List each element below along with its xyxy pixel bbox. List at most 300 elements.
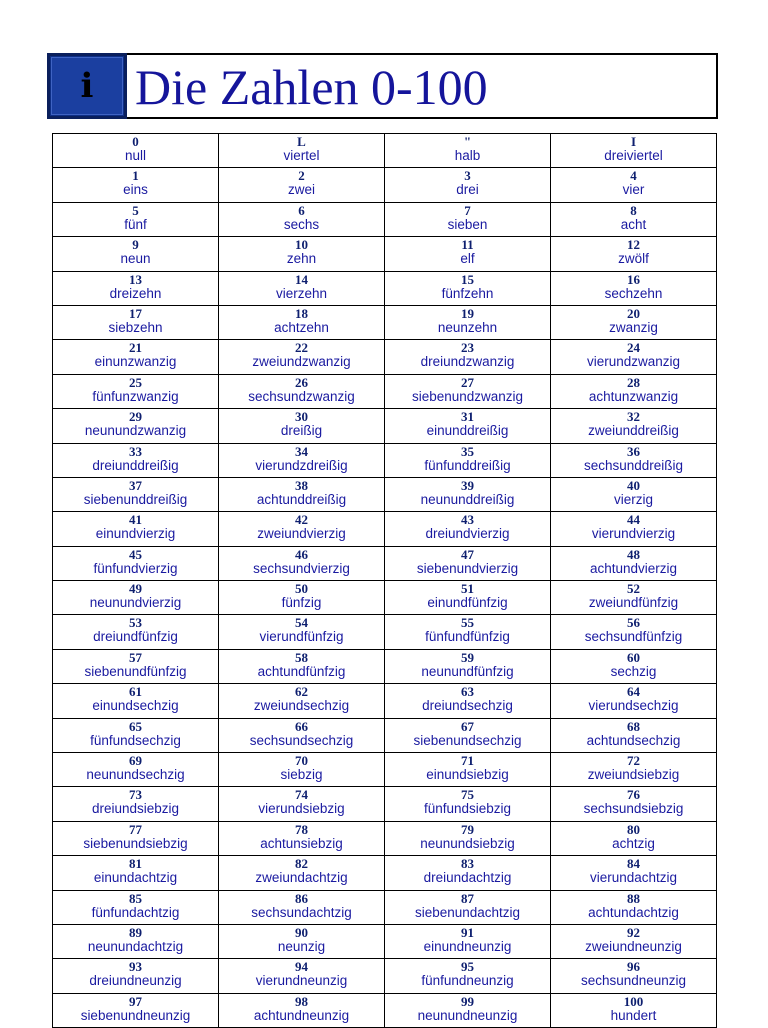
number-cell: [551, 374, 717, 408]
number-cell: [219, 787, 385, 821]
number-digits: 9: [132, 237, 139, 253]
number-cell: [551, 134, 717, 168]
table-row: [53, 340, 717, 374]
table-row: [53, 684, 717, 718]
number-word: vierzig: [613, 491, 653, 507]
number-cell: [219, 237, 385, 271]
number-digits: 27: [461, 374, 474, 390]
table-row: [53, 649, 717, 683]
number-digits: 20: [627, 305, 640, 321]
table-row: [53, 959, 717, 993]
number-word: siebenundachtzig: [414, 904, 521, 920]
number-cell: [53, 512, 219, 546]
number-word: neununddreißig: [420, 491, 515, 507]
number-digits: 28: [627, 374, 640, 390]
number-digits: 16: [627, 271, 640, 287]
number-digits: 73: [129, 787, 142, 803]
number-digits: 78: [295, 821, 308, 837]
number-digits: 23: [461, 340, 474, 356]
number-cell: [219, 753, 385, 787]
numbers-table-body: [53, 134, 717, 1028]
number-word: sechsundsiebzig: [583, 801, 684, 817]
number-word: zwölf: [618, 251, 649, 267]
number-digits: 83: [461, 856, 474, 872]
number-cell: [385, 753, 551, 787]
number-cell: [551, 821, 717, 855]
number-digits: 70: [295, 753, 308, 769]
number-word: dreiundfünfzig: [93, 629, 178, 645]
table-row: [53, 753, 717, 787]
number-cell: [219, 718, 385, 752]
number-digits: 33: [129, 443, 142, 459]
number-word: dreiundsechzig: [422, 698, 513, 714]
number-cell: [385, 890, 551, 924]
number-word: fünfzehn: [441, 285, 494, 301]
number-word: fünfundsiebzig: [423, 801, 512, 817]
number-cell: [219, 649, 385, 683]
number-digits: 64: [627, 684, 640, 700]
number-word: achtunddreißig: [256, 491, 347, 507]
number-cell: [53, 753, 219, 787]
number-cell: [385, 684, 551, 718]
number-digits: 61: [129, 684, 142, 700]
number-digits: 56: [627, 615, 640, 631]
number-cell: [385, 959, 551, 993]
number-word: achtzig: [612, 835, 655, 851]
numbers-table: [52, 133, 717, 1028]
number-digits: 97: [129, 993, 142, 1009]
number-cell: [219, 615, 385, 649]
number-digits: 14: [295, 271, 308, 287]
number-word: hundert: [610, 1007, 657, 1023]
number-word: dreißig: [280, 423, 323, 439]
number-cell: [219, 581, 385, 615]
number-cell: [551, 202, 717, 236]
number-digits: 36: [627, 443, 640, 459]
number-cell: [219, 202, 385, 236]
number-digits: 21: [129, 340, 142, 356]
number-cell: [385, 340, 551, 374]
number-digits: 89: [129, 924, 142, 940]
number-cell: [219, 512, 385, 546]
table-row: [53, 477, 717, 511]
number-cell: [385, 581, 551, 615]
table-row: [53, 993, 717, 1027]
number-cell: [219, 924, 385, 958]
number-cell: [53, 856, 219, 890]
number-digits: 6: [298, 202, 305, 218]
number-digits: 13: [129, 271, 142, 287]
number-digits: 58: [295, 649, 308, 665]
number-cell: [53, 374, 219, 408]
number-word: fünfundfünfzig: [425, 629, 510, 645]
number-word: achtundfünfzig: [257, 663, 346, 679]
number-word: zweiunddreißig: [588, 423, 679, 439]
number-digits: 2: [298, 168, 305, 184]
number-digits: 7: [464, 202, 471, 218]
number-word: viertel: [283, 148, 320, 163]
number-digits: 4: [630, 168, 637, 184]
number-cell: [219, 409, 385, 443]
number-cell: [53, 409, 219, 443]
number-word: sechsundfünfzig: [584, 629, 683, 645]
number-digits: 10: [295, 237, 308, 253]
number-word: zweiundvierzig: [257, 526, 346, 542]
number-word: fünfzig: [281, 595, 322, 611]
number-digits: 82: [295, 856, 308, 872]
number-cell: [53, 581, 219, 615]
number-digits: 15: [461, 271, 474, 287]
table-row: [53, 787, 717, 821]
table-row: [53, 890, 717, 924]
number-digits: 72: [627, 753, 640, 769]
number-cell: [551, 477, 717, 511]
number-digits: 51: [461, 581, 474, 597]
number-cell: [53, 924, 219, 958]
number-digits: 60: [627, 649, 640, 665]
number-cell: [53, 477, 219, 511]
number-word: zweiundfünfzig: [588, 595, 679, 611]
number-word: fünfunddreißig: [424, 457, 511, 473]
number-cell: [53, 787, 219, 821]
number-word: einundneunzig: [423, 938, 512, 954]
number-word: dreiundzwanzig: [420, 354, 515, 370]
number-word: sechsundvierzig: [253, 560, 350, 576]
number-digits: 26: [295, 374, 308, 390]
number-cell: [53, 615, 219, 649]
number-cell: [385, 477, 551, 511]
number-cell: [551, 890, 717, 924]
number-cell: [53, 443, 219, 477]
number-cell: [53, 993, 219, 1027]
number-digits: 93: [129, 959, 142, 975]
number-cell: [551, 959, 717, 993]
number-word: einundsechzig: [92, 698, 179, 714]
table-row: [53, 168, 717, 202]
number-word: fünfundsechzig: [90, 732, 181, 748]
number-word: siebenundneunzig: [80, 1007, 191, 1023]
number-digits: 25: [129, 374, 142, 390]
table-row: [53, 924, 717, 958]
number-digits: 98: [295, 993, 308, 1009]
number-cell: [53, 340, 219, 374]
number-digits: 67: [461, 718, 474, 734]
number-cell: [551, 237, 717, 271]
number-word: sechzig: [610, 663, 657, 679]
number-digits: 86: [295, 890, 308, 906]
number-digits: 68: [627, 718, 640, 734]
number-digits: 43: [461, 512, 474, 528]
table-row: [53, 718, 717, 752]
number-word: sechsundachtzig: [251, 904, 352, 920]
table-row: [53, 856, 717, 890]
number-cell: [551, 409, 717, 443]
number-word: achtundvierzig: [589, 560, 678, 576]
number-word: fünfundneunzig: [421, 973, 514, 989]
number-word: achtundachtzig: [588, 904, 679, 920]
number-cell: [385, 993, 551, 1027]
number-cell: [551, 581, 717, 615]
table-row: [53, 581, 717, 615]
number-word: fünfundachtzig: [91, 904, 180, 920]
number-digits: 40: [627, 477, 640, 493]
number-digits: 55: [461, 615, 474, 631]
number-digits: I: [630, 134, 637, 149]
number-digits: 63: [461, 684, 474, 700]
number-word: siebzehn: [108, 319, 163, 335]
number-cell: [53, 202, 219, 236]
number-digits: 45: [129, 546, 142, 562]
number-digits: 47: [461, 546, 474, 562]
table-row: [53, 443, 717, 477]
number-word: neunundneunzig: [417, 1007, 518, 1023]
number-cell: [551, 168, 717, 202]
number-digits: 5: [132, 202, 139, 218]
info-icon-letter: i: [80, 66, 94, 106]
number-digits: 75: [461, 787, 474, 803]
number-cell: [385, 374, 551, 408]
number-word: vierundvierzig: [591, 526, 676, 542]
number-cell: [385, 443, 551, 477]
number-cell: [219, 546, 385, 580]
number-word: acht: [620, 216, 647, 232]
number-digits: 92: [627, 924, 640, 940]
number-cell: [551, 856, 717, 890]
number-digits: 66: [295, 718, 308, 734]
table-row: [53, 134, 717, 168]
number-cell: [385, 168, 551, 202]
number-word: einundsiebzig: [426, 767, 509, 783]
number-cell: [385, 546, 551, 580]
number-word: sieben: [447, 216, 488, 232]
number-word: achtunsiebzig: [260, 835, 343, 851]
number-word: vier: [622, 182, 645, 198]
number-digits: 79: [461, 821, 474, 837]
table-row: [53, 512, 717, 546]
number-digits: 32: [627, 409, 640, 425]
number-cell: [551, 443, 717, 477]
number-word: vierundsiebzig: [258, 801, 345, 817]
number-word: siebenundvierzig: [416, 560, 519, 576]
number-word: zwei: [287, 182, 315, 198]
table-row: [53, 409, 717, 443]
number-word: vierundneunzig: [255, 973, 348, 989]
number-word: vierundzdreißig: [255, 457, 348, 473]
number-cell: [53, 718, 219, 752]
table-row: [53, 546, 717, 580]
number-cell: [219, 821, 385, 855]
number-word: dreiviertel: [604, 148, 663, 163]
number-digits: L: [297, 134, 306, 149]
number-cell: [551, 546, 717, 580]
number-cell: [53, 649, 219, 683]
number-cell: [551, 271, 717, 305]
number-cell: [219, 168, 385, 202]
number-word: neunzehn: [437, 319, 498, 335]
number-word: sechzehn: [604, 285, 663, 301]
number-cell: [219, 134, 385, 168]
number-cell: [53, 271, 219, 305]
number-digits: 49: [129, 581, 142, 597]
number-cell: [385, 271, 551, 305]
number-word: zweiundachtzig: [255, 870, 348, 886]
number-word: siebenunddreißig: [83, 491, 188, 507]
number-cell: [219, 443, 385, 477]
number-cell: [219, 993, 385, 1027]
number-word: einundachtzig: [93, 870, 178, 886]
number-digits: 53: [129, 615, 142, 631]
number-digits: 59: [461, 649, 474, 665]
number-cell: [551, 305, 717, 339]
number-word: fünf: [124, 216, 147, 232]
page-title: Die Zahlen 0-100: [135, 59, 488, 115]
number-cell: [385, 924, 551, 958]
number-word: halb: [454, 148, 481, 163]
table-row: [53, 374, 717, 408]
number-word: dreiundneunzig: [89, 973, 182, 989]
number-cell: [551, 649, 717, 683]
number-word: siebenundfünfzig: [84, 663, 187, 679]
number-digits: 39: [461, 477, 474, 493]
number-cell: [385, 237, 551, 271]
number-word: neunundzwanzig: [84, 423, 187, 439]
number-digits: 91: [461, 924, 474, 940]
number-digits: 41: [129, 512, 142, 528]
number-digits: 19: [461, 305, 474, 321]
number-digits: 52: [627, 581, 640, 597]
number-word: einunzwanzig: [94, 354, 177, 370]
number-word: sechsundneunzig: [580, 973, 687, 989]
table-row: [53, 821, 717, 855]
number-word: vierundfünfzig: [259, 629, 344, 645]
number-digits: 1: [132, 168, 139, 184]
number-cell: [385, 512, 551, 546]
number-digits: 0: [132, 134, 139, 149]
number-cell: [551, 924, 717, 958]
number-cell: [219, 856, 385, 890]
number-word: vierzehn: [275, 285, 328, 301]
number-digits: 48: [627, 546, 640, 562]
number-digits: 99: [461, 993, 474, 1009]
table-row: [53, 237, 717, 271]
number-digits: 87: [461, 890, 474, 906]
number-cell: [219, 959, 385, 993]
number-word: neunzig: [277, 938, 326, 954]
number-word: achtundneunzig: [253, 1007, 350, 1023]
number-word: dreiundvierzig: [425, 526, 510, 542]
number-word: siebenundsiebzig: [83, 835, 188, 851]
number-digits: 80: [627, 821, 640, 837]
number-digits: 42: [295, 512, 308, 528]
number-word: siebenundzwanzig: [411, 388, 524, 404]
number-word: siebzig: [280, 767, 323, 783]
number-word: neunundsiebzig: [420, 835, 515, 851]
number-word: einunddreißig: [426, 423, 509, 439]
number-word: drei: [456, 182, 479, 198]
number-word: zweiundsechzig: [253, 698, 350, 714]
number-digits: 88: [627, 890, 640, 906]
number-cell: [53, 168, 219, 202]
number-digits: 24: [627, 340, 640, 356]
number-cell: [53, 890, 219, 924]
number-digits: ": [463, 134, 472, 149]
number-cell: [385, 856, 551, 890]
number-cell: [219, 374, 385, 408]
number-word: sechsundzwanzig: [248, 388, 355, 404]
number-word: einundfünfzig: [427, 595, 508, 611]
number-digits: 3: [464, 168, 471, 184]
number-word: vierundsechzig: [588, 698, 679, 714]
number-cell: [53, 546, 219, 580]
number-cell: [219, 305, 385, 339]
number-digits: 12: [627, 237, 640, 253]
number-digits: 18: [295, 305, 308, 321]
number-digits: 46: [295, 546, 308, 562]
number-cell: [53, 237, 219, 271]
number-cell: [385, 787, 551, 821]
number-word: fünfunzwanzig: [92, 388, 179, 404]
number-cell: [551, 340, 717, 374]
number-word: null: [124, 148, 146, 163]
number-cell: [551, 684, 717, 718]
number-word: vierundzwanzig: [586, 354, 681, 370]
number-word: neunundsechzig: [86, 767, 185, 783]
table-row: [53, 271, 717, 305]
number-digits: 34: [295, 443, 308, 459]
number-digits: 74: [295, 787, 308, 803]
number-word: achtzehn: [274, 319, 329, 335]
number-cell: [219, 684, 385, 718]
number-word: fünfundvierzig: [93, 560, 178, 576]
number-cell: [385, 615, 551, 649]
number-cell: [551, 512, 717, 546]
number-word: dreiundachtzig: [423, 870, 512, 886]
number-word: sechs: [283, 216, 320, 232]
number-digits: 95: [461, 959, 474, 975]
number-cell: [385, 202, 551, 236]
number-cell: [385, 649, 551, 683]
number-digits: 30: [295, 409, 308, 425]
number-cell: [551, 787, 717, 821]
number-digits: 22: [295, 340, 308, 356]
number-digits: 77: [129, 821, 142, 837]
number-digits: 69: [129, 753, 142, 769]
number-digits: 11: [461, 237, 474, 253]
number-cell: [53, 821, 219, 855]
number-word: elf: [460, 251, 475, 267]
number-cell: [219, 271, 385, 305]
number-word: zweiundneunzig: [585, 938, 682, 954]
number-digits: 85: [129, 890, 142, 906]
number-cell: [551, 993, 717, 1027]
number-digits: 94: [295, 959, 308, 975]
number-word: eins: [123, 182, 148, 198]
number-digits: 35: [461, 443, 474, 459]
number-digits: 38: [295, 477, 308, 493]
title-banner: [47, 53, 718, 119]
number-digits: 54: [295, 615, 308, 631]
number-word: neunundfünfzig: [421, 663, 514, 679]
number-word: vierundachtzig: [589, 870, 678, 886]
number-word: neunundachtzig: [87, 938, 184, 954]
number-word: dreiunddreißig: [92, 457, 179, 473]
number-digits: 37: [129, 477, 142, 493]
number-word: zwanzig: [609, 319, 658, 335]
number-digits: 31: [461, 409, 474, 425]
table-row: [53, 305, 717, 339]
number-word: neun: [120, 251, 151, 267]
number-cell: [385, 718, 551, 752]
